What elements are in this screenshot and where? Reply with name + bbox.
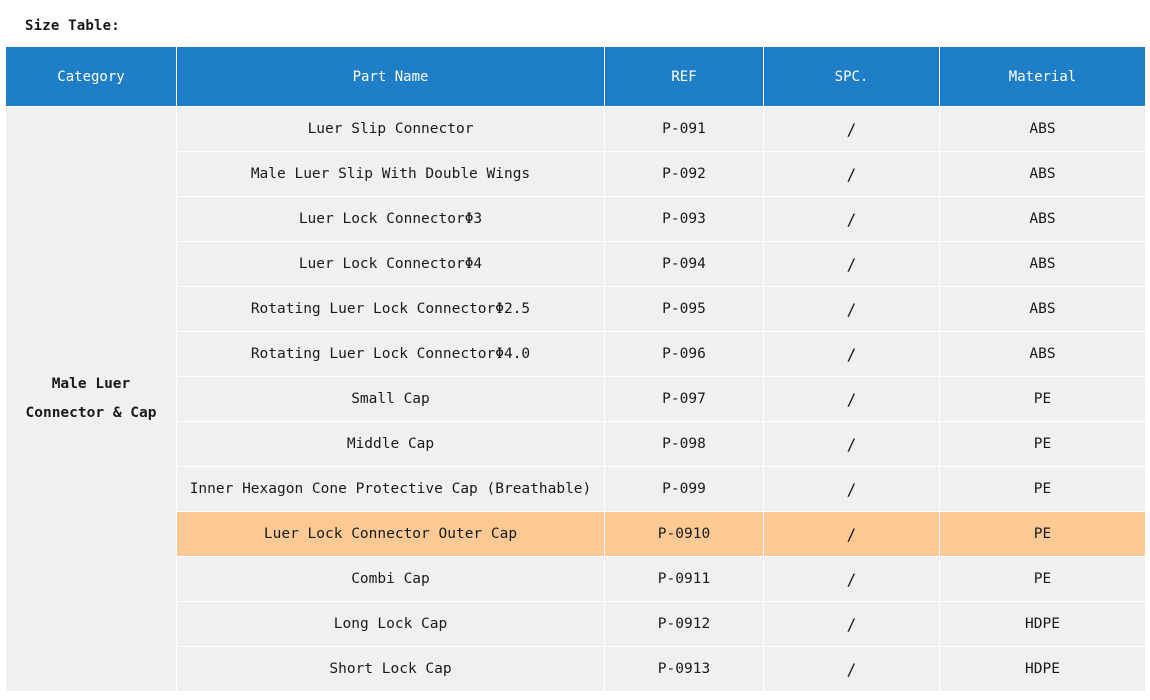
part-name-cell: Inner Hexagon Cone Protective Cap (Breathable): [177, 467, 605, 512]
table-row: [6, 107, 1146, 152]
material-cell: PE: [940, 467, 1146, 512]
spc-cell: /: [764, 647, 940, 692]
column-header-spc: SPC.: [764, 47, 940, 107]
table-row: [6, 602, 1146, 647]
ref-cell: P-0910: [605, 512, 764, 557]
table-row: [6, 422, 1146, 467]
spc-cell: /: [764, 197, 940, 242]
category-line-2: Connector & Cap: [25, 405, 157, 421]
category-line-1: Male Luer: [51, 376, 131, 392]
table-row: [6, 377, 1146, 422]
part-name-cell: Rotating Luer Lock ConnectorΦ2.5: [177, 287, 605, 332]
table-body: [6, 107, 1146, 692]
material-cell: HDPE: [940, 647, 1146, 692]
spc-cell: /: [764, 467, 940, 512]
table-row: [6, 242, 1146, 287]
table-header-row: [6, 47, 1146, 107]
ref-cell: P-095: [605, 287, 764, 332]
table-row: [6, 287, 1146, 332]
table-row: [6, 197, 1146, 242]
column-header-material: Material: [940, 47, 1146, 107]
column-header-ref: REF: [605, 47, 764, 107]
ref-cell: P-0913: [605, 647, 764, 692]
spc-cell: /: [764, 332, 940, 377]
material-cell: PE: [940, 422, 1146, 467]
material-cell: ABS: [940, 332, 1146, 377]
part-name-cell: Combi Cap: [177, 557, 605, 602]
ref-cell: P-096: [605, 332, 764, 377]
ref-cell: P-094: [605, 242, 764, 287]
ref-cell: P-097: [605, 377, 764, 422]
table-row: [6, 647, 1146, 692]
column-header-category: Category: [6, 47, 177, 107]
spc-cell: /: [764, 602, 940, 647]
table-row: [6, 467, 1146, 512]
ref-cell: P-093: [605, 197, 764, 242]
spc-cell: /: [764, 557, 940, 602]
ref-cell: P-099: [605, 467, 764, 512]
ref-cell: P-0911: [605, 557, 764, 602]
spc-cell: /: [764, 422, 940, 467]
table-row: [6, 152, 1146, 197]
spc-cell: /: [764, 242, 940, 287]
part-name-cell: Luer Lock Connector Outer Cap: [177, 512, 605, 557]
ref-cell: P-098: [605, 422, 764, 467]
part-name-cell: Luer Lock ConnectorΦ4: [177, 242, 605, 287]
part-name-cell: Long Lock Cap: [177, 602, 605, 647]
material-cell: ABS: [940, 152, 1146, 197]
part-name-cell: Male Luer Slip With Double Wings: [177, 152, 605, 197]
table-row: [6, 332, 1146, 377]
spc-cell: /: [764, 152, 940, 197]
material-cell: PE: [940, 557, 1146, 602]
part-name-cell: Middle Cap: [177, 422, 605, 467]
material-cell: ABS: [940, 242, 1146, 287]
ref-cell: P-0912: [605, 602, 764, 647]
spc-cell: /: [764, 512, 940, 557]
part-name-cell: Small Cap: [177, 377, 605, 422]
material-cell: ABS: [940, 197, 1146, 242]
category-cell: [6, 107, 177, 692]
material-cell: HDPE: [940, 602, 1146, 647]
page-title: Size Table:: [25, 18, 120, 34]
material-cell: ABS: [940, 287, 1146, 332]
table-row: [6, 557, 1146, 602]
part-name-cell: Luer Slip Connector: [177, 107, 605, 152]
spc-cell: /: [764, 377, 940, 422]
column-header-part-name: Part Name: [177, 47, 605, 107]
ref-cell: P-091: [605, 107, 764, 152]
material-cell: PE: [940, 377, 1146, 422]
ref-cell: P-092: [605, 152, 764, 197]
part-name-cell: Luer Lock ConnectorΦ3: [177, 197, 605, 242]
size-table: [5, 47, 1146, 692]
spc-cell: /: [764, 287, 940, 332]
spc-cell: /: [764, 107, 940, 152]
part-name-cell: Rotating Luer Lock ConnectorΦ4.0: [177, 332, 605, 377]
material-cell: ABS: [940, 107, 1146, 152]
table-row: [6, 512, 1146, 557]
part-name-cell: Short Lock Cap: [177, 647, 605, 692]
material-cell: PE: [940, 512, 1146, 557]
